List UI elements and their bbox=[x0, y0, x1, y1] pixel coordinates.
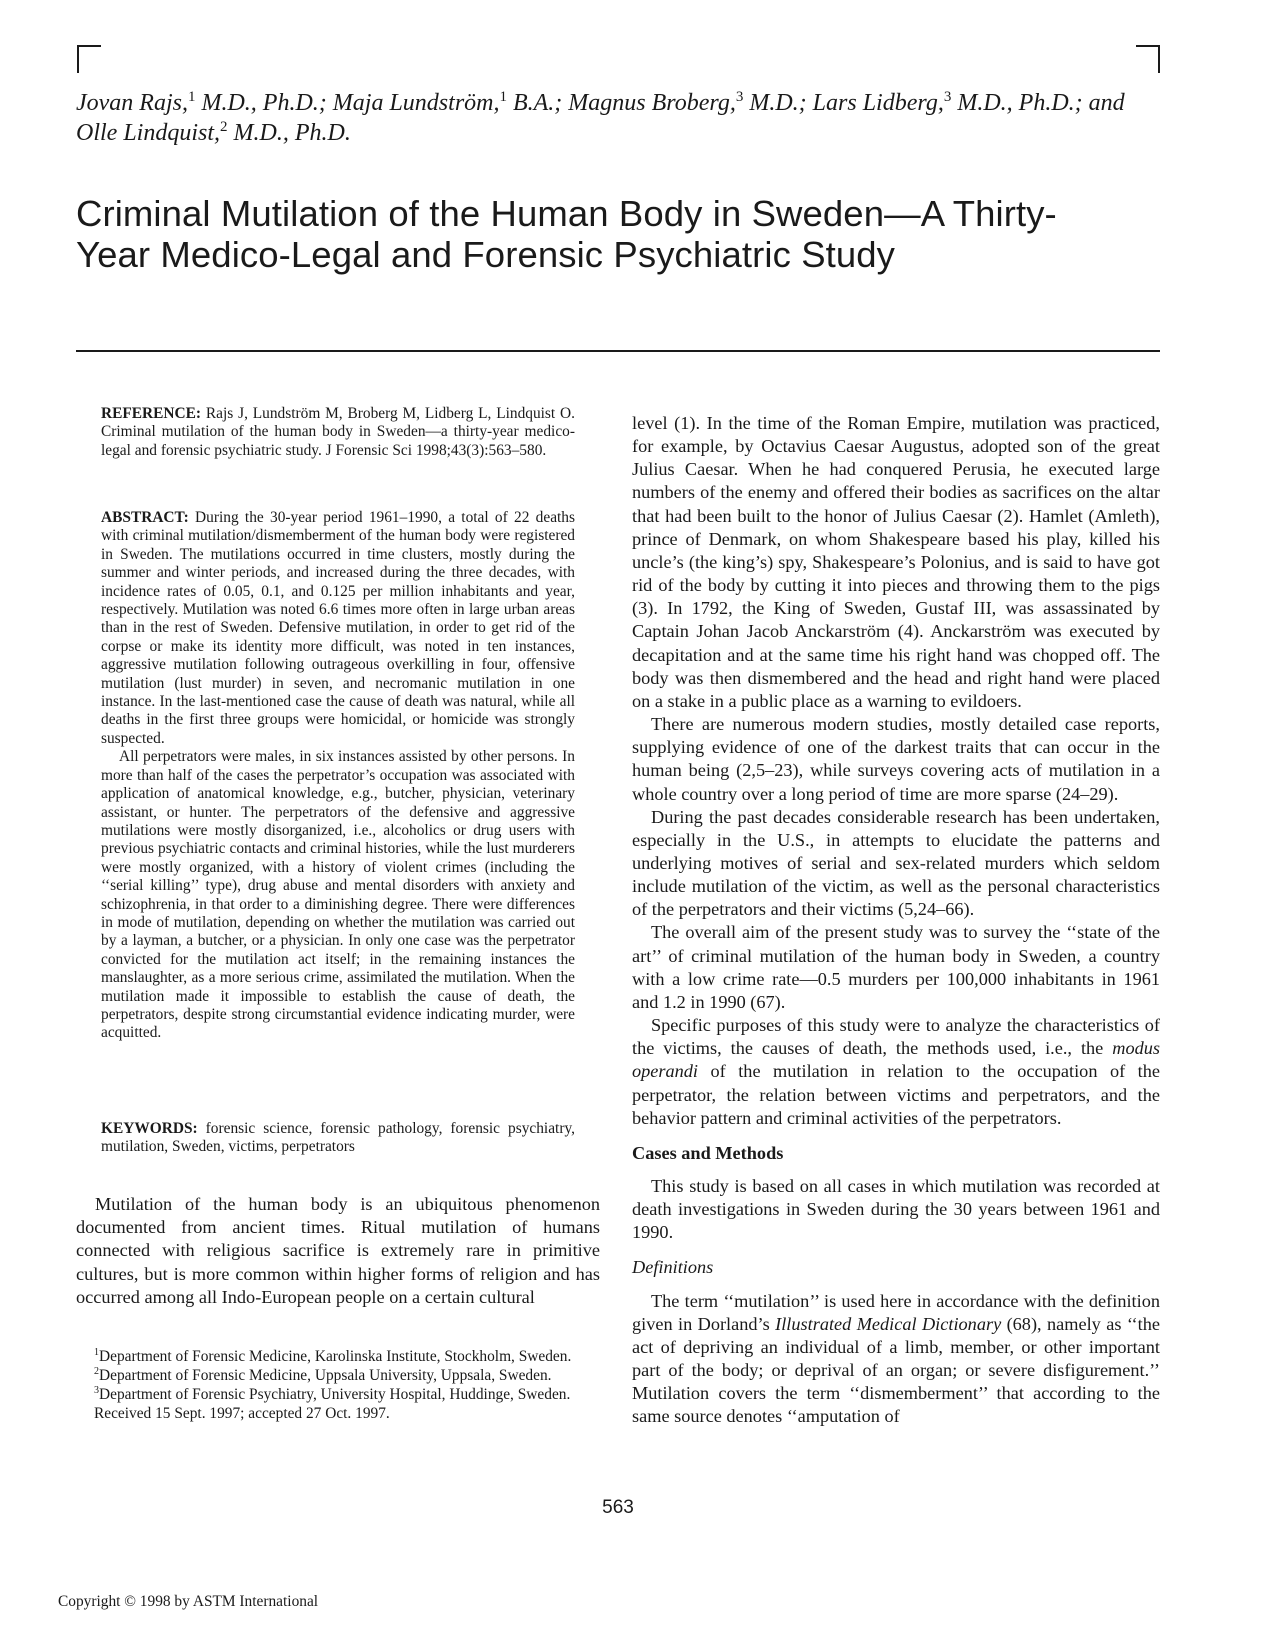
copyright-notice: Copyright © 1998 by ASTM International bbox=[58, 1593, 319, 1610]
abstract-block bbox=[101, 509, 575, 1043]
title-divider bbox=[76, 350, 1160, 352]
section-heading-cases-methods: Cases and Methods bbox=[632, 1142, 784, 1163]
intro-column-left bbox=[76, 1193, 600, 1309]
paper-title bbox=[76, 193, 1166, 275]
title-line-2: Year Medico-Legal and Forensic Psychiatric Study bbox=[76, 234, 896, 275]
crop-mark-left bbox=[77, 45, 101, 73]
keywords-text: forensic science, forensic pathology, forensic psychiatry, mutilation, Sweden, victims, perpetrators bbox=[101, 1120, 575, 1156]
abstract-label: ABSTRACT: bbox=[101, 509, 189, 526]
body-paragraph-2: There are numerous modern studies, mostly detailed case reports, supplying evidence of one of the darkest traits that can occur in the human being (2,5–23), while surveys covering acts of mutilation in a whole country over a long period of time are more sparse (24–29). bbox=[632, 714, 1160, 804]
subsection-heading-definitions: Definitions bbox=[632, 1257, 714, 1278]
author-list: Jovan Rajs,$^1$ M.D., Ph.D.; Maja Lundström,$^1$ B.A.; Magnus Broberg,$^3$ M.D.; Lars Lidberg,$^3$ M.D., Ph.D.; and Olle Lindquist,$^2$ M.D., Ph.D. bbox=[76, 89, 1125, 146]
footnotes bbox=[76, 1347, 600, 1423]
footnote-1: $^1$Department of Forensic Medicine, Karolinska Institute, Stockholm, Sweden. bbox=[94, 1347, 572, 1365]
body-paragraph-3: During the past decades considerable research has been undertaken, especially in the U.S., in attempts to elucidate the patterns and underlying motives of serial and sex-related murders which seldom include mutilation of the victim, as well as the personal characteristics of the perpetrators and their victims (5,24–66). bbox=[632, 806, 1160, 920]
reference-block bbox=[101, 405, 575, 460]
footnote-3: $^3$Department of Forensic Psychiatry, University Hospital, Huddinge, Sweden. bbox=[94, 1385, 571, 1403]
body-paragraph-5: Specific purposes of this study were to analyze the characteristics of the victims, the causes of death, the methods used, i.e., the modus operandi of the mutilation in relation to the occupation of the perpetrator, the relation between victims and perpetrators, and the behavior pattern and criminal activities of the perpetrators. bbox=[632, 1015, 1160, 1128]
body-paragraph-7: The term ‘‘mutilation’’ is used here in accordance with the definition given in Dorland’s Illustrated Medical Dictionary (68), namely as ‘‘the act of depriving an individual of a limb, member, or other important part of the body; or deprival of an organ; or severe disfigurement.’’ Mutilation covers the term ‘‘dismemberment’’ that according to the same source denotes ‘‘amputation of bbox=[632, 1290, 1160, 1427]
page-number: 563 bbox=[602, 1497, 634, 1518]
received-dates: Received 15 Sept. 1997; accepted 27 Oct. 1997. bbox=[94, 1405, 390, 1422]
footnote-2: $^2$Department of Forensic Medicine, Uppsala University, Uppsala, Sweden. bbox=[94, 1366, 552, 1384]
abstract-paragraph-1: During the 30-year period 1961–1990, a total of 22 deaths with criminal mutilation/dismemberment of the human body were registered in Sweden. The mutilations occurred in time clusters, mostly during the summer and winter periods, and increased during the three decades, with incidence rates of 0.05, 0.1, and 0.125 per million inhabitants and year, respectively. Mutilation was noted 6.6 times more often in large urban areas than in the rest of Sweden. Defensive mutilation, in order to get rid of the corpse or make its identity more difficult, was noted in ten instances, aggressive mutilation following outrageous overkilling in four, offensive mutilation (lust murder) in seven, and necromanic mutilation in one instance. In the last-mentioned case the cause of death was natural, while all deaths in the first three groups were homicidal, or homicide was strongly suspected. bbox=[101, 509, 575, 747]
body-paragraph-1: level (1). In the time of the Roman Empire, mutilation was practiced, for example, by Octavius Caesar Augustus, adopted son of the great Julius Caesar. When he had conquered Perusia, he executed large numbers of the enemy and offered their bodies as sacrifices on the altar that had been built to the honor of Julius Caesar (2). Hamlet (Amleth), prince of Denmark, on whom Shakespeare based his play, killed his uncle’s (the king’s) spy, Shakespeare’s Polonius, and is said to have got rid of the body by cutting it into pieces and throwing them to the pigs (3). In 1792, the King of Sweden, Gustaf III, was assassinated by Captain Johan Jacob Anckarström (4). Anckarström was executed by decapitation and at the same time his right hand was chopped off. The body was then dismembered and the head and right hand were placed on a stake in a public place as a warning to evildoers. bbox=[632, 413, 1160, 711]
title-line-1: Criminal Mutilation of the Human Body in Sweden—A Thirty- bbox=[76, 193, 1057, 234]
keywords-block bbox=[101, 1120, 575, 1157]
body-paragraph-4: The overall aim of the present study was to survey the ‘‘state of the art’’ of criminal mutilation of the human body in Sweden, a country with a low crime rate—0.5 murders per 100,000 inhabitants in 1961 and 1.2 in 1990 (67). bbox=[632, 922, 1160, 1012]
body-column-right bbox=[632, 412, 1160, 1429]
abstract-paragraph-2: All perpetrators were males, in six instances assisted by other persons. In more than half of the cases the perpetrator’s occupation was associated with application of anatomical knowledge, e.g., butcher, physician, veterinary assistant, or hunter. The perpetrators of the defensive and aggressive mutilations were mostly disorganized, i.e., alcoholics or drug users with previous psychiatric contacts and criminal histories, while the lust murderers were mostly organized, with a history of violent crimes (including the ‘‘serial killing’’ type), drug abuse and mental disorders with anxiety and schizophrenia, in that order to a diminishing degree. There were differences in mode of mutilation, depending on whether the mutilation was carried out by a layman, a butcher, or a physician. In only one case was the perpetrator convicted for the mutilation act itself; in the remaining instances the manslaughter, as a more serious crime, assimilated the mutilation. When the mutilation made it impossible to establish the cause of death, the perpetrators, despite strong circumstantial evidence indicating murder, were acquitted. bbox=[101, 748, 575, 1042]
keywords-label: KEYWORDS: bbox=[101, 1120, 198, 1137]
body-paragraph-6: This study is based on all cases in which mutilation was recorded at death investigations in Sweden during the 30 years between 1961 and 1990. bbox=[632, 1176, 1160, 1243]
reference-label: REFERENCE: bbox=[101, 405, 202, 422]
crop-mark-right bbox=[1136, 45, 1160, 73]
reference-text: Rajs J, Lundström M, Broberg M, Lidberg L, Lindquist O. Criminal mutilation of the human body in Sweden—a thirty-year medico-legal and forensic psychiatric study. J Forensic Sci 1998;43(3):563–580. bbox=[101, 405, 575, 459]
intro-paragraph-1: Mutilation of the human body is an ubiquitous phenomenon documented from ancient times. Ritual mutilation of humans connected with religious sacrifice is extremely rare in primitive cultures, but is more common within higher forms of religion and has occurred among all Indo-European people on a certain cultural bbox=[76, 1194, 600, 1307]
